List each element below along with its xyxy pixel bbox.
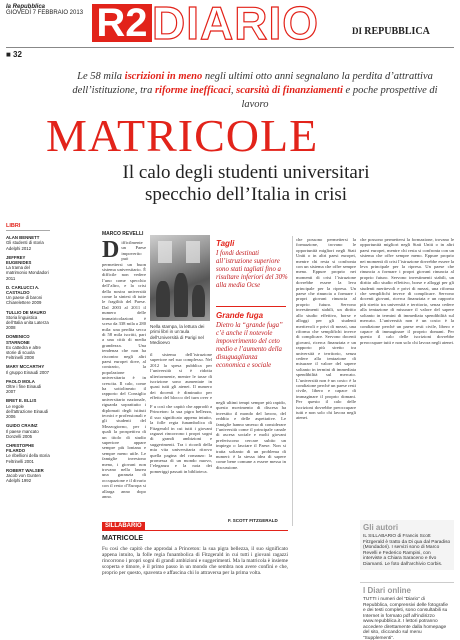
column-divider — [292, 236, 293, 526]
issue-date: GIOVEDÌ 7 FEBBRAIO 2013 — [6, 10, 84, 16]
medieval-lecture-photo — [150, 235, 210, 321]
gli-autori-box — [360, 520, 454, 570]
quote-author: F. SCOTT FITZGERALD — [228, 518, 278, 523]
tagli-body: I fondi destinati all’istruzione superiore sono stati tagliati fino a risultare inferiori del 30% alla media Ocse — [216, 250, 288, 289]
article-column-2: il sistema dell’istruzione superiore nel suo complesso. Nel 2012 la spesa pubblica per l’università si è ridotta ulteriormente, mentre le tasse di iscrizione sono aumentate in quasi tutti gli atenei. Il numero dei docenti è diminuito per effetto del blocco del turn over e — [150, 352, 212, 401]
gli-autori-body: IL SILLABARIO di Francis Scott Fitzgerald è tratto da Di qua dal Paradiso (Mondadori). I servizi sono di Marco Revelli e Federico Rampini, con interviste a Chiara Saraceno e Ilvo Diamanti. Le foto dall’archivio Corbis. — [363, 534, 451, 567]
sillabario-label: SILLABARIO — [102, 522, 145, 530]
gli-autori-title: Gli autori — [363, 523, 399, 532]
book-item: CHRISTOPHE FILARDO Le ribellioni della storia Feltrinelli 2001 — [6, 442, 50, 464]
book-item: ALAN BENNETT Gli studenti di storia Adelphi 2012 — [6, 235, 44, 251]
paper-name: la Repubblica — [6, 4, 46, 10]
book-item: DOMENICO STARNONE Ex cattedra e altre storie di scuola Feltrinelli 2008 — [6, 334, 41, 361]
diari-online-box — [360, 582, 454, 640]
byline: MARCO REVELLI — [102, 231, 144, 237]
books-sidebar — [6, 72, 50, 483]
sillabario-rule — [102, 530, 288, 531]
book-item: BRET E. ELLIS Le regole dell’attrazione Einaudi 2006 — [6, 398, 49, 420]
book-item: PAOLO MOLA Oltre i fine Einaudi 2007 — [6, 378, 42, 395]
article-column-4: che possono permettersi la formazione, trovano le opportunità migliori negli Stati Uniti o in altri paesi europei, mentre chi resta si confronta con un sistema che offre sempre meno. Eppure proprio nei momenti di crisi l’istruzione dovrebbe essere la leva principale per la ripresa. Un paese che rinuncia a formare i propri giovani rinuncia al proprio futuro. Servono investimenti stabili, un diritto allo studio effettivo, borse e alloggi per gli studenti meritevoli e privi di mezzi, una riforma che semplifichi invece di complicare. Servono docenti giovani, ricerca finanziata e un rapporto più stretto tra università e territorio, senza cedere alla tentazione di misurare il valore del sapere soltanto in termini di immediata spendibilità sul mercato. L’università non è un costo: è la condizione perché un paese resti civile, libero e capace di immaginare il proprio domani. Per questo il calo delle iscrizioni dovrebbe preoccupare tutti e non solo chi lavora negli atenei. — [296, 237, 356, 421]
diario-logo: DIARIO — [152, 0, 319, 49]
grande-fuga-title: Grande fuga — [216, 311, 264, 320]
masthead-dateline — [6, 4, 83, 16]
sillabario-title: MATRICOLE — [102, 535, 144, 542]
diari-online-title: I Diari online — [363, 586, 412, 595]
article-column-3: negli ultimi tempi sempre più rapido, questo movimento di discesa ha investito il mondo del lavoro, del reddito e delle aspettative. Le famiglie hanno smesso di considerare l’università come il principale canale di ascesa sociale e molti giovani preferiscono cercare subito un impiego o lasciare il Paese. Non si tratta soltanto di un problema di numeri: è la stessa idea di sapere come bene comune a essere messa in discussione. — [216, 400, 286, 470]
page-number: ■ 32 — [6, 50, 22, 59]
repubblica-text: REPUBBLICA — [364, 26, 430, 37]
book-item: GUIDO CRAINZ Il paese mancato Donzelli 2005 — [6, 423, 39, 439]
tagli-divider — [216, 306, 286, 307]
book-item: TULLIO DE MAURO Storia linguistica dell’Italia unita Laterza 2008 — [6, 309, 49, 331]
page-title: MATRICOLE — [46, 110, 319, 161]
di-repubblica-logo — [352, 26, 430, 37]
fitzgerald-quote: F u così che capitò che approdò a Princeton: la sua pigra bellezza, il suo significato appena intuito, la folle regia funambolica di Fitzgerald in cui tutti i giovani ragazzi rincorrono i propri sogni di grandi ambizioni e suggerimenti. Tra i ricordi della mia vita universitaria ritrovo quella pagina del romanzo: la promessa di un mondo nuovo, l’eleganza e la noia dei pomeriggi passati in biblioteca. — [150, 404, 212, 474]
di-text: DI — [352, 26, 363, 36]
article-column-1: Difficilmente un Paese impoverito può permettersi un buon sistema universitario. È difficile non vedere l’uno come specchio dell’altro, e la crisi della nostra università come la sintesi di tutte le fragilità del Paese. Dal 2003 al 2011 il numero delle immatricolazioni è sceso da 338 mila a 280 mila: una perdita secca di 58 mila iscritti, pari a una città di media grandezza. Una tendenza che non ha riscontro negli altri paesi europei dove, al contrario, la popolazione universitaria è in crescita. Il calo, come ha sottolineato il rapporto del Consiglio universitario nazionale, riguarda soprattutto i diplomati degli istituti tecnici e professionali e gli studenti del Mezzogiorno, per i quali la prospettiva di un titolo di studio superiore appare sempre più lontana e sempre meno utile. Le famiglie investono meno, i giovani non trovano nella laurea una garanzia di occupazione e il divario con il resto d’Europa si allarga anno dopo anno. — [102, 240, 146, 500]
article-column-5: che possono permettersi la formazione, trovano le opportunità migliori negli Stati Uniti o in altri paesi europei, mentre chi resta si confronta con un sistema che offre sempre meno. Eppure proprio nei momenti di crisi l’istruzione dovrebbe essere la leva principale per la ripresa. Un paese che rinuncia a formare i propri giovani rinuncia al proprio futuro. Servono investimenti stabili, un diritto allo studio effettivo, borse e alloggi per gli studenti meritevoli e privi di mezzi, una riforma che semplifichi invece di complicare. Servono docenti giovani, ricerca finanziata e un rapporto più stretto tra università e territorio, senza cedere alla tentazione di misurare il valore del sapere soltanto in termini di immediata spendibilità sul mercato. L’università non è un costo: è la condizione perché un paese resti civile, libero e capace di immaginare il proprio domani. Per questo il calo delle iscrizioni dovrebbe preoccupare tutti e non solo chi lavora negli atenei. — [360, 237, 454, 345]
headline: Il calo degli studenti universitari specchio dell’Italia in crisi — [122, 162, 370, 205]
books-label: LIBRI — [6, 224, 50, 231]
drop-cap: D — [102, 240, 120, 263]
book-item: D. CARLUCCI A. CASTALDO Un paese di baroni Chiarelettere 2009 — [6, 284, 43, 306]
book-item: ROBERT WALSER Jacob von Gunten Adelphi 1992 — [6, 467, 44, 484]
kicker-text: Le 58 mila iscrizioni in meno negli ultimi otto anni segnalano la perdita d’attrattiva dell’istituzione, tra riforme inefficaci, scarsità di finanziamenti e poche prospettive di lavoro — [72, 71, 438, 110]
tagli-title: Tagli — [216, 239, 235, 248]
r2-logo: R2 — [92, 4, 152, 42]
book-item: MARY MCCARTHY Il gruppo Einaudi 2007 — [6, 364, 50, 375]
diari-online-body: TUTTI i numeri del “Diario” di Repubblica, comprensivi delle fotografie e dei testi completi, sono consultabili su Internet in formato pdf all’indirizzo www.repubblica.it. I lettori potranno accedere direttamente dalla homepage del sito, cliccando sul menu “Supplementi”. — [363, 597, 449, 640]
top-rule — [6, 47, 454, 48]
grande-fuga-body: Dietro la “grande fuga” c’è anche il notevole impoverimento del ceto medio e l’aumento della disuguaglianza economica e sociale — [216, 322, 283, 369]
sillabario-body: Fu così che capitò che approdai a Princeton: la sua pigra bellezza, il suo significato appena intuito, la folle regia funambolica di Fitzgerald in cui tutti i giovani ragazzi rincorrono i propri sogni di grandi ambizioni e suggerimenti. Ma la matricola è insieme scoperta e timore, è il primo passo in un mondo che sembra non avere confini e che, proprio per questo, spaventa e affascina chi lo attraversa per la prima volta. — [102, 546, 288, 576]
book-item: JEFFREY EUGENIDES La trama del matrimonio Mondadori 2011 — [6, 254, 49, 281]
photo-caption: Nella stampa, la lettura dei primi libri in un’aula dell’Università di Parigi nel Medioevo — [150, 324, 205, 346]
